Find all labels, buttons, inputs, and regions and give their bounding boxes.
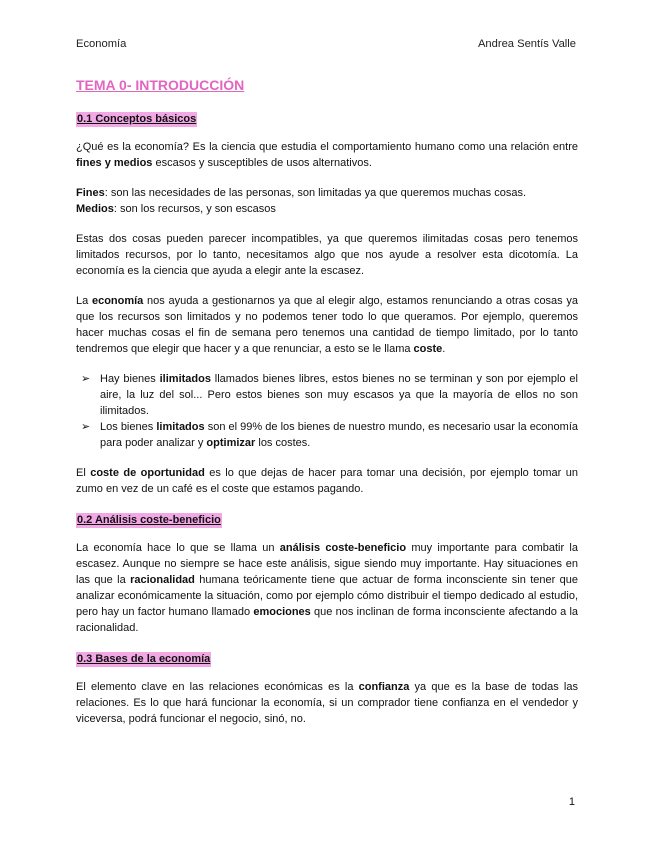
section-heading-analisis: 0.2 Análisis coste-beneficio [77,514,221,526]
paragraph-definition [76,139,578,171]
text-run: El [76,467,91,479]
list-item [81,419,579,451]
bold-term: racionalidad [130,574,195,586]
paragraph-medios [76,201,578,217]
paragraph-dicotomia: Estas dos cosas pueden parecer incompatibles, ya que queremos ilimitadas cosas pero tenemos limitados recursos, por lo tanto, necesitamos algo que nos ayude a resolver esta dicotomía. La economía es la ciencia que ayuda a elegir ante la escasez. [76,233,578,277]
page-number: 1 [568,796,575,808]
text-run: La [76,295,92,307]
text-run: escasos y susceptibles de usos alternativos. [152,157,372,169]
text-run: Los bienes [100,421,157,433]
section-heading-bases: 0.3 Bases de la economía [77,653,211,665]
paragraph-analisis [76,540,578,636]
paragraph-confianza [76,679,578,727]
paragraph-coste-oportunidad [76,465,578,497]
text-run: El elemento clave en las relaciones económicas es la [76,681,359,693]
bold-term: coste de oportunidad [90,467,205,479]
bold-term: Medios [76,203,114,215]
text-run: nos ayuda a gestionarnos ya que al elegir algo, estamos renunciando a otras cosas ya que los recursos son limitados y no podemos tener todo lo que queramos. Por ejemplo, queremos hacer muchas cosas el fin de semana pero tenemos una cantidad de tiempo limitado, por lo tanto tendremos que elegir que hacer y a que renunciar, a esto se le llama [76,295,578,355]
paragraph-fines [76,185,578,201]
section-heading-conceptos: 0.1 Conceptos básicos [77,113,197,125]
bold-term: economía [91,295,144,307]
header-author: Andrea Sentís Valle [477,38,576,50]
text-run: ¿Qué es la economía? Es la ciencia que estudia el comportamiento humano como una relación entre [76,141,578,153]
bold-term: emociones [253,606,311,618]
paragraph-economia [76,293,578,357]
text-run: . [442,343,446,355]
text-run: son el 99% de los bienes de nuestro mundo, es necesario usar la economía para poder analizar y [100,421,579,449]
bold-term: optimizar [206,437,256,449]
text-run: humana teóricamente tiene que actuar de forma inconsciente sin tener que analizar económicamente la situación, como por ejemplo cómo distribuir el tiempo dedicado al estudio, pero hay un factor humano llamado [76,574,578,618]
bold-term: Fines [76,187,105,199]
text-run: que nos inclinan de forma inconsciente afectando a la racionalidad. [76,606,579,634]
arrow-bullet-icon: ➢ [81,421,91,433]
text-run: llamados bienes libres, estos bienes no se terminan y son por ejemplo el aire, la luz del sol... Pero estos bienes son muy escasos ya que la mayoría de ellos no son ilimitados. [100,373,578,417]
arrow-bullet-icon: ➢ [81,373,91,385]
header-subject: Economía [76,38,127,50]
text-run: : son los recursos, y son escasos [113,203,276,215]
text-run: los costes. [255,437,311,449]
page-title: TEMA 0- INTRODUCCIÓN [76,77,245,93]
bold-term: coste [413,343,443,355]
bold-term: ilimitados [159,373,211,385]
bold-term: fines y medios [76,157,153,169]
bold-term: análisis coste-beneficio [279,542,407,554]
text-run: Hay bienes [100,373,160,385]
document-body [76,76,578,741]
list-item [81,371,578,419]
text-run: : son las necesidades de las personas, son limitadas ya que queremos muchas cosas. [104,187,527,199]
bold-term: limitados [156,421,205,433]
text-run: muy importante para combatir la escasez. Aunque no siempre se hace este análisis, sigue siendo muy importante. Hay situaciones en las que la [76,542,578,586]
text-run: ya que es la base de todas las relaciones. Es lo que hará funcionar la economía, si un comprador tiene confianza en el vendedor y viceversa, podrá funcionar el negocio, sinó, no. [76,681,578,725]
bold-term: confianza [358,681,410,693]
text-run: es lo que dejas de hacer para tomar una decisión, por ejemplo tomar un zumo en vez de un café es el coste que estamos pagando. [76,467,578,495]
bullet-list [76,371,578,451]
text-run: La economía hace lo que se llama un [76,542,280,554]
